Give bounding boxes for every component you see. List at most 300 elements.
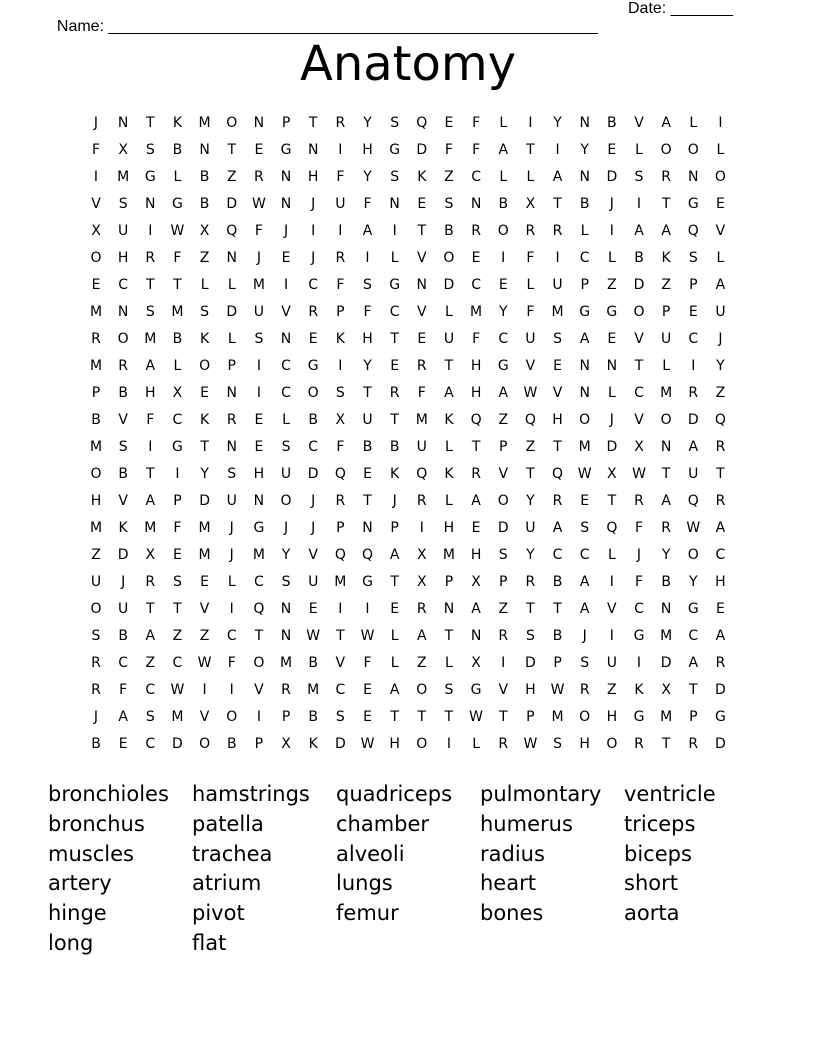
grid-letter: D [687, 412, 699, 428]
grid-letter: R [389, 385, 400, 401]
grid-letter: O [199, 358, 211, 374]
grid-letter: A [715, 277, 726, 293]
grid-letter: R [634, 736, 644, 752]
grid-letter: H [525, 682, 536, 698]
grid-letter: A [634, 223, 644, 239]
grid-letter: T [336, 628, 345, 644]
grid-letter: R [579, 682, 590, 698]
grid-letter: L [526, 169, 535, 185]
grid-letter: E [254, 142, 264, 158]
grid-letter: J [283, 520, 289, 536]
grid-letter: M [415, 412, 428, 428]
grid-letter: V [91, 196, 101, 212]
grid-letter: O [253, 655, 265, 671]
grid-letter: L [445, 304, 453, 320]
grid-letter: B [226, 736, 237, 752]
grid-letter: C [118, 277, 129, 293]
grid-letter: T [553, 196, 562, 212]
grid-letter: S [91, 628, 101, 644]
grid-letter: U [118, 601, 129, 617]
grid-letter: N [226, 385, 237, 401]
word-list-item: long [48, 931, 94, 955]
grid-letter: Y [363, 358, 372, 374]
grid-letter: Z [199, 250, 210, 266]
grid-letter: T [661, 196, 671, 212]
grid-letter: G [687, 601, 699, 617]
grid-letter: C [552, 547, 563, 563]
grid-letter: T [498, 709, 508, 725]
grid-letter: N [606, 358, 618, 374]
grid-letter: M [252, 547, 265, 563]
grid-letter: V [634, 412, 644, 428]
grid-letter: V [607, 601, 617, 617]
grid-letter: C [281, 358, 291, 374]
grid-letter: R [661, 169, 671, 185]
grid-letter: C [145, 736, 156, 752]
grid-letter: X [661, 682, 671, 698]
grid-letter: L [716, 142, 725, 158]
grid-letter: E [417, 196, 427, 212]
grid-row [84, 545, 744, 565]
grid-row [84, 653, 744, 673]
grid-letter: T [146, 601, 155, 617]
grid-letter: A [715, 520, 726, 536]
grid-row [84, 626, 744, 646]
grid-letter: P [91, 385, 101, 401]
grid-letter: C [715, 547, 726, 563]
grid-letter: F [417, 385, 426, 401]
grid-letter: I [338, 601, 343, 617]
grid-letter: O [226, 115, 238, 131]
grid-letter: M [198, 547, 211, 563]
grid-letter: V [634, 115, 644, 131]
grid-letter: V [498, 466, 509, 482]
grid-letter: R [715, 439, 726, 455]
grid-letter: T [390, 331, 399, 347]
grid-letter: G [687, 196, 699, 212]
grid-letter: A [417, 628, 427, 644]
grid-letter: E [308, 601, 318, 617]
grid-letter: Y [526, 493, 535, 509]
grid-letter: Y [580, 142, 589, 158]
grid-letter: T [390, 412, 399, 428]
grid-letter: C [281, 385, 291, 401]
grid-letter: I [229, 601, 234, 617]
grid-letter: K [118, 520, 128, 536]
grid-letter: F [363, 196, 372, 212]
grid-letter: J [392, 493, 397, 509]
grid-letter: B [308, 709, 318, 725]
grid-letter: G [307, 358, 319, 374]
grid-letter: C [471, 277, 481, 293]
grid-letter: H [443, 520, 455, 536]
word-list-item: femur [336, 901, 399, 926]
grid-letter: L [390, 628, 399, 644]
grid-letter: F [119, 682, 128, 698]
grid-letter: R [308, 304, 319, 320]
grid-letter: O [714, 169, 726, 185]
grid-letter: T [526, 142, 535, 158]
grid-letter: C [634, 601, 644, 617]
grid-row [84, 464, 744, 484]
grid-letter: I [555, 250, 560, 266]
grid-letter: C [634, 385, 644, 401]
grid-letter: R [335, 250, 346, 266]
grid-letter: D [117, 547, 129, 563]
word-list-item: atrium [192, 871, 262, 896]
grid-letter: T [227, 142, 237, 158]
grid-letter: R [281, 682, 291, 698]
grid-letter: A [145, 358, 156, 374]
grid-letter: C [254, 574, 264, 590]
grid-letter: F [336, 277, 345, 293]
grid-letter: M [252, 277, 265, 293]
grid-letter: A [145, 628, 156, 644]
grid-letter: A [661, 493, 671, 509]
grid-letter: A [552, 520, 563, 536]
grid-letter: K [661, 250, 671, 266]
grid-letter: J [311, 250, 316, 266]
grid-letter: S [553, 331, 562, 347]
grid-letter: A [389, 682, 400, 698]
word-list-item: bronchioles [48, 782, 169, 806]
grid-letter: X [172, 385, 183, 401]
grid-letter: N [226, 250, 237, 266]
grid-letter: N [579, 115, 590, 131]
grid-letter: X [145, 547, 156, 563]
grid-letter: S [525, 628, 535, 644]
grid-letter: K [335, 331, 345, 347]
grid-letter: L [445, 439, 453, 455]
grid-letter: F [227, 655, 236, 671]
grid-row [84, 734, 744, 754]
grid-letter: E [580, 493, 590, 509]
grid-letter: E [716, 601, 725, 617]
grid-letter: W [360, 628, 375, 644]
grid-letter: L [445, 493, 453, 509]
grid-letter: K [172, 115, 183, 131]
grid-letter: H [145, 385, 156, 401]
grid-letter: D [307, 466, 319, 482]
grid-letter: A [145, 493, 156, 509]
grid-letter: T [173, 277, 182, 293]
grid-letter: O [497, 493, 509, 509]
grid-letter: E [471, 520, 481, 536]
grid-letter: O [687, 547, 699, 563]
grid-letter: L [499, 169, 508, 185]
grid-letter: W [686, 520, 701, 536]
grid-letter: Y [526, 547, 535, 563]
grid-letter: I [338, 142, 343, 158]
grid-letter: M [551, 304, 564, 320]
grid-letter: R [498, 628, 509, 644]
grid-letter: H [715, 574, 726, 590]
grid-letter: B [199, 196, 210, 212]
grid-letter: B [444, 223, 454, 239]
grid-letter: M [144, 331, 157, 347]
grid-letter: F [634, 520, 644, 536]
grid-letter: B [118, 628, 128, 644]
grid-letter: Z [145, 655, 156, 671]
grid-letter: C [145, 682, 156, 698]
grid-row [84, 491, 744, 511]
grid-letter: M [198, 115, 211, 131]
grid-letter: Z [525, 439, 536, 455]
grid-letter: B [552, 574, 563, 590]
grid-letter: O [633, 304, 645, 320]
grid-letter: M [89, 304, 103, 320]
grid-letter: N [688, 169, 699, 185]
grid-letter: S [145, 709, 155, 725]
grid-letter: J [582, 628, 587, 644]
grid-letter: X [91, 223, 101, 239]
grid-letter: U [688, 466, 699, 482]
grid-letter: G [389, 277, 401, 293]
grid-letter: S [281, 439, 291, 455]
grid-letter: I [718, 115, 723, 131]
grid-letter: X [471, 574, 481, 590]
grid-letter: S [580, 520, 590, 536]
grid-letter: C [172, 655, 183, 671]
date-field-label[interactable]: Date: _______ [628, 0, 733, 17]
grid-letter: G [280, 142, 292, 158]
grid-letter: H [470, 385, 482, 401]
grid-letter: E [173, 547, 182, 563]
grid-letter: M [307, 682, 320, 698]
grid-letter: Y [200, 466, 209, 482]
grid-letter: L [173, 169, 182, 185]
grid-letter: J [636, 547, 642, 563]
grid-letter: A [498, 142, 509, 158]
grid-letter: P [336, 304, 345, 320]
grid-letter: Q [253, 601, 265, 617]
grid-letter: Q [714, 412, 726, 428]
grid-letter: E [281, 250, 291, 266]
grid-letter: D [416, 142, 428, 158]
grid-letter: P [173, 493, 182, 509]
grid-letter: K [444, 412, 454, 428]
grid-letter: M [551, 709, 564, 725]
grid-letter: M [198, 520, 211, 536]
word-list-item: alveoli [336, 841, 405, 866]
grid-letter: T [146, 277, 155, 293]
grid-letter: E [200, 574, 210, 590]
grid-letter: Y [363, 115, 372, 131]
grid-letter: V [417, 250, 427, 266]
grid-letter: O [579, 412, 591, 428]
grid-row [84, 113, 744, 133]
grid-letter: H [606, 709, 618, 725]
grid-letter: R [525, 223, 536, 239]
grid-letter: X [525, 196, 536, 212]
grid-letter: D [497, 520, 509, 536]
word-list-item: artery [48, 871, 112, 896]
grid-letter: H [579, 736, 590, 752]
grid-letter: T [634, 358, 644, 374]
grid-letter: E [607, 142, 617, 158]
grid-letter: F [173, 250, 182, 266]
grid-letter: O [226, 709, 238, 725]
grid-letter: R [226, 412, 237, 428]
grid-letter: V [118, 412, 128, 428]
grid-letter: V [634, 331, 644, 347]
grid-letter: L [445, 655, 453, 671]
grid-letter: I [609, 223, 614, 239]
grid-letter: T [390, 709, 399, 725]
grid-letter: S [363, 277, 372, 293]
grid-letter: N [470, 196, 482, 212]
grid-letter: J [311, 493, 316, 509]
grid-letter: H [389, 736, 400, 752]
grid-letter: X [199, 223, 210, 239]
grid-letter: W [306, 628, 321, 644]
grid-letter: X [281, 736, 291, 752]
grid-letter: M [660, 628, 673, 644]
grid-letter: J [229, 547, 234, 563]
grid-letter: T [471, 439, 481, 455]
grid-row [84, 572, 744, 592]
grid-letter: U [226, 493, 237, 509]
word-list-item: radius [480, 841, 545, 866]
name-field-label[interactable]: Name: _______________________________________________________ [56, 18, 598, 35]
grid-letter: I [365, 250, 370, 266]
grid-letter: B [91, 736, 101, 752]
grid-letter: X [417, 547, 427, 563]
grid-letter: P [390, 520, 399, 536]
grid-row [84, 194, 744, 214]
grid-letter: V [498, 682, 509, 698]
grid-letter: R [335, 493, 346, 509]
grid-row [84, 707, 744, 727]
grid-letter: R [416, 358, 427, 374]
grid-letter: A [552, 169, 563, 185]
grid-letter: X [118, 142, 128, 158]
grid-letter: J [93, 115, 99, 131]
grid-letter: S [200, 304, 210, 320]
grid-letter: E [363, 466, 372, 482]
grid-letter: K [634, 682, 644, 698]
grid-letter: G [362, 574, 373, 590]
grid-letter: O [90, 250, 102, 266]
grid-letter: I [229, 682, 234, 698]
grid-letter: A [389, 547, 400, 563]
grid-letter: T [146, 466, 155, 482]
grid-letter: Y [553, 115, 562, 131]
grid-letter: Z [226, 169, 237, 185]
grid-row [84, 356, 744, 376]
grid-letter: I [256, 385, 261, 401]
grid-letter: R [634, 493, 644, 509]
grid-letter: R [471, 223, 481, 239]
grid-letter: N [443, 601, 455, 617]
grid-letter: D [606, 169, 618, 185]
grid-letter: U [416, 439, 427, 455]
grid-letter: R [525, 574, 536, 590]
grid-letter: S [444, 196, 454, 212]
word-list-item: triceps [624, 811, 696, 836]
grid-letter: K [390, 466, 400, 482]
grid-letter: X [335, 412, 346, 428]
grid-letter: U [525, 331, 536, 347]
grid-letter: J [609, 412, 614, 428]
grid-letter: Y [281, 547, 291, 563]
grid-letter: N [253, 115, 265, 131]
grid-letter: W [550, 682, 565, 698]
grid-letter: M [144, 520, 157, 536]
grid-letter: N [470, 628, 482, 644]
grid-letter: U [280, 466, 292, 482]
grid-letter: O [579, 709, 591, 725]
grid-row [84, 302, 744, 322]
grid-letter: Y [363, 169, 372, 185]
grid-letter: T [390, 574, 399, 590]
grid-letter: D [443, 277, 455, 293]
grid-letter: Z [607, 682, 617, 698]
grid-letter: E [553, 358, 562, 374]
grid-letter: J [256, 250, 261, 266]
grid-letter: I [311, 223, 316, 239]
grid-letter: L [472, 736, 480, 752]
grid-letter: L [662, 358, 671, 374]
grid-letter: E [498, 277, 508, 293]
grid-letter: T [661, 466, 671, 482]
grid-letter: S [335, 709, 345, 725]
grid-letter: E [688, 304, 698, 320]
grid-letter: B [579, 196, 590, 212]
grid-letter: Q [334, 547, 346, 563]
grid-letter: O [497, 223, 509, 239]
grid-letter: Z [661, 277, 671, 293]
grid-letter: S [634, 169, 644, 185]
grid-letter: K [417, 169, 427, 185]
grid-letter: S [390, 115, 400, 131]
grid-letter: R [91, 655, 101, 671]
grid-letter: T [417, 709, 427, 725]
word-list-item: chamber [336, 811, 430, 836]
grid-letter: F [526, 304, 535, 320]
grid-letter: P [526, 709, 535, 725]
grid-letter: R [91, 331, 101, 347]
grid-letter: L [227, 574, 236, 590]
grid-letter: L [227, 331, 236, 347]
grid-letter: D [715, 682, 726, 698]
grid-letter: X [634, 439, 644, 455]
grid-letter: O [280, 493, 292, 509]
word-list-item: flat [192, 931, 227, 955]
grid-letter: B [552, 628, 563, 644]
grid-letter: F [472, 115, 481, 131]
grid-letter: N [280, 169, 292, 185]
grid-letter: I [609, 628, 614, 644]
grid-letter: R [661, 520, 671, 536]
grid-letter: T [173, 601, 182, 617]
word-list-item: patella [192, 811, 264, 836]
grid-letter: O [90, 466, 102, 482]
grid-letter: I [609, 574, 614, 590]
grid-letter: W [170, 223, 185, 239]
grid-letter: Q [361, 547, 374, 563]
grid-letter: S [118, 439, 128, 455]
grid-letter: M [470, 304, 483, 320]
grid-letter: Q [687, 493, 699, 509]
grid-letter: B [362, 439, 373, 455]
grid-letter: D [199, 493, 210, 509]
grid-letter: C [579, 547, 590, 563]
grid-letter: B [172, 142, 183, 158]
grid-letter: W [170, 682, 185, 698]
grid-letter: J [311, 196, 316, 212]
grid-letter: S [335, 385, 345, 401]
